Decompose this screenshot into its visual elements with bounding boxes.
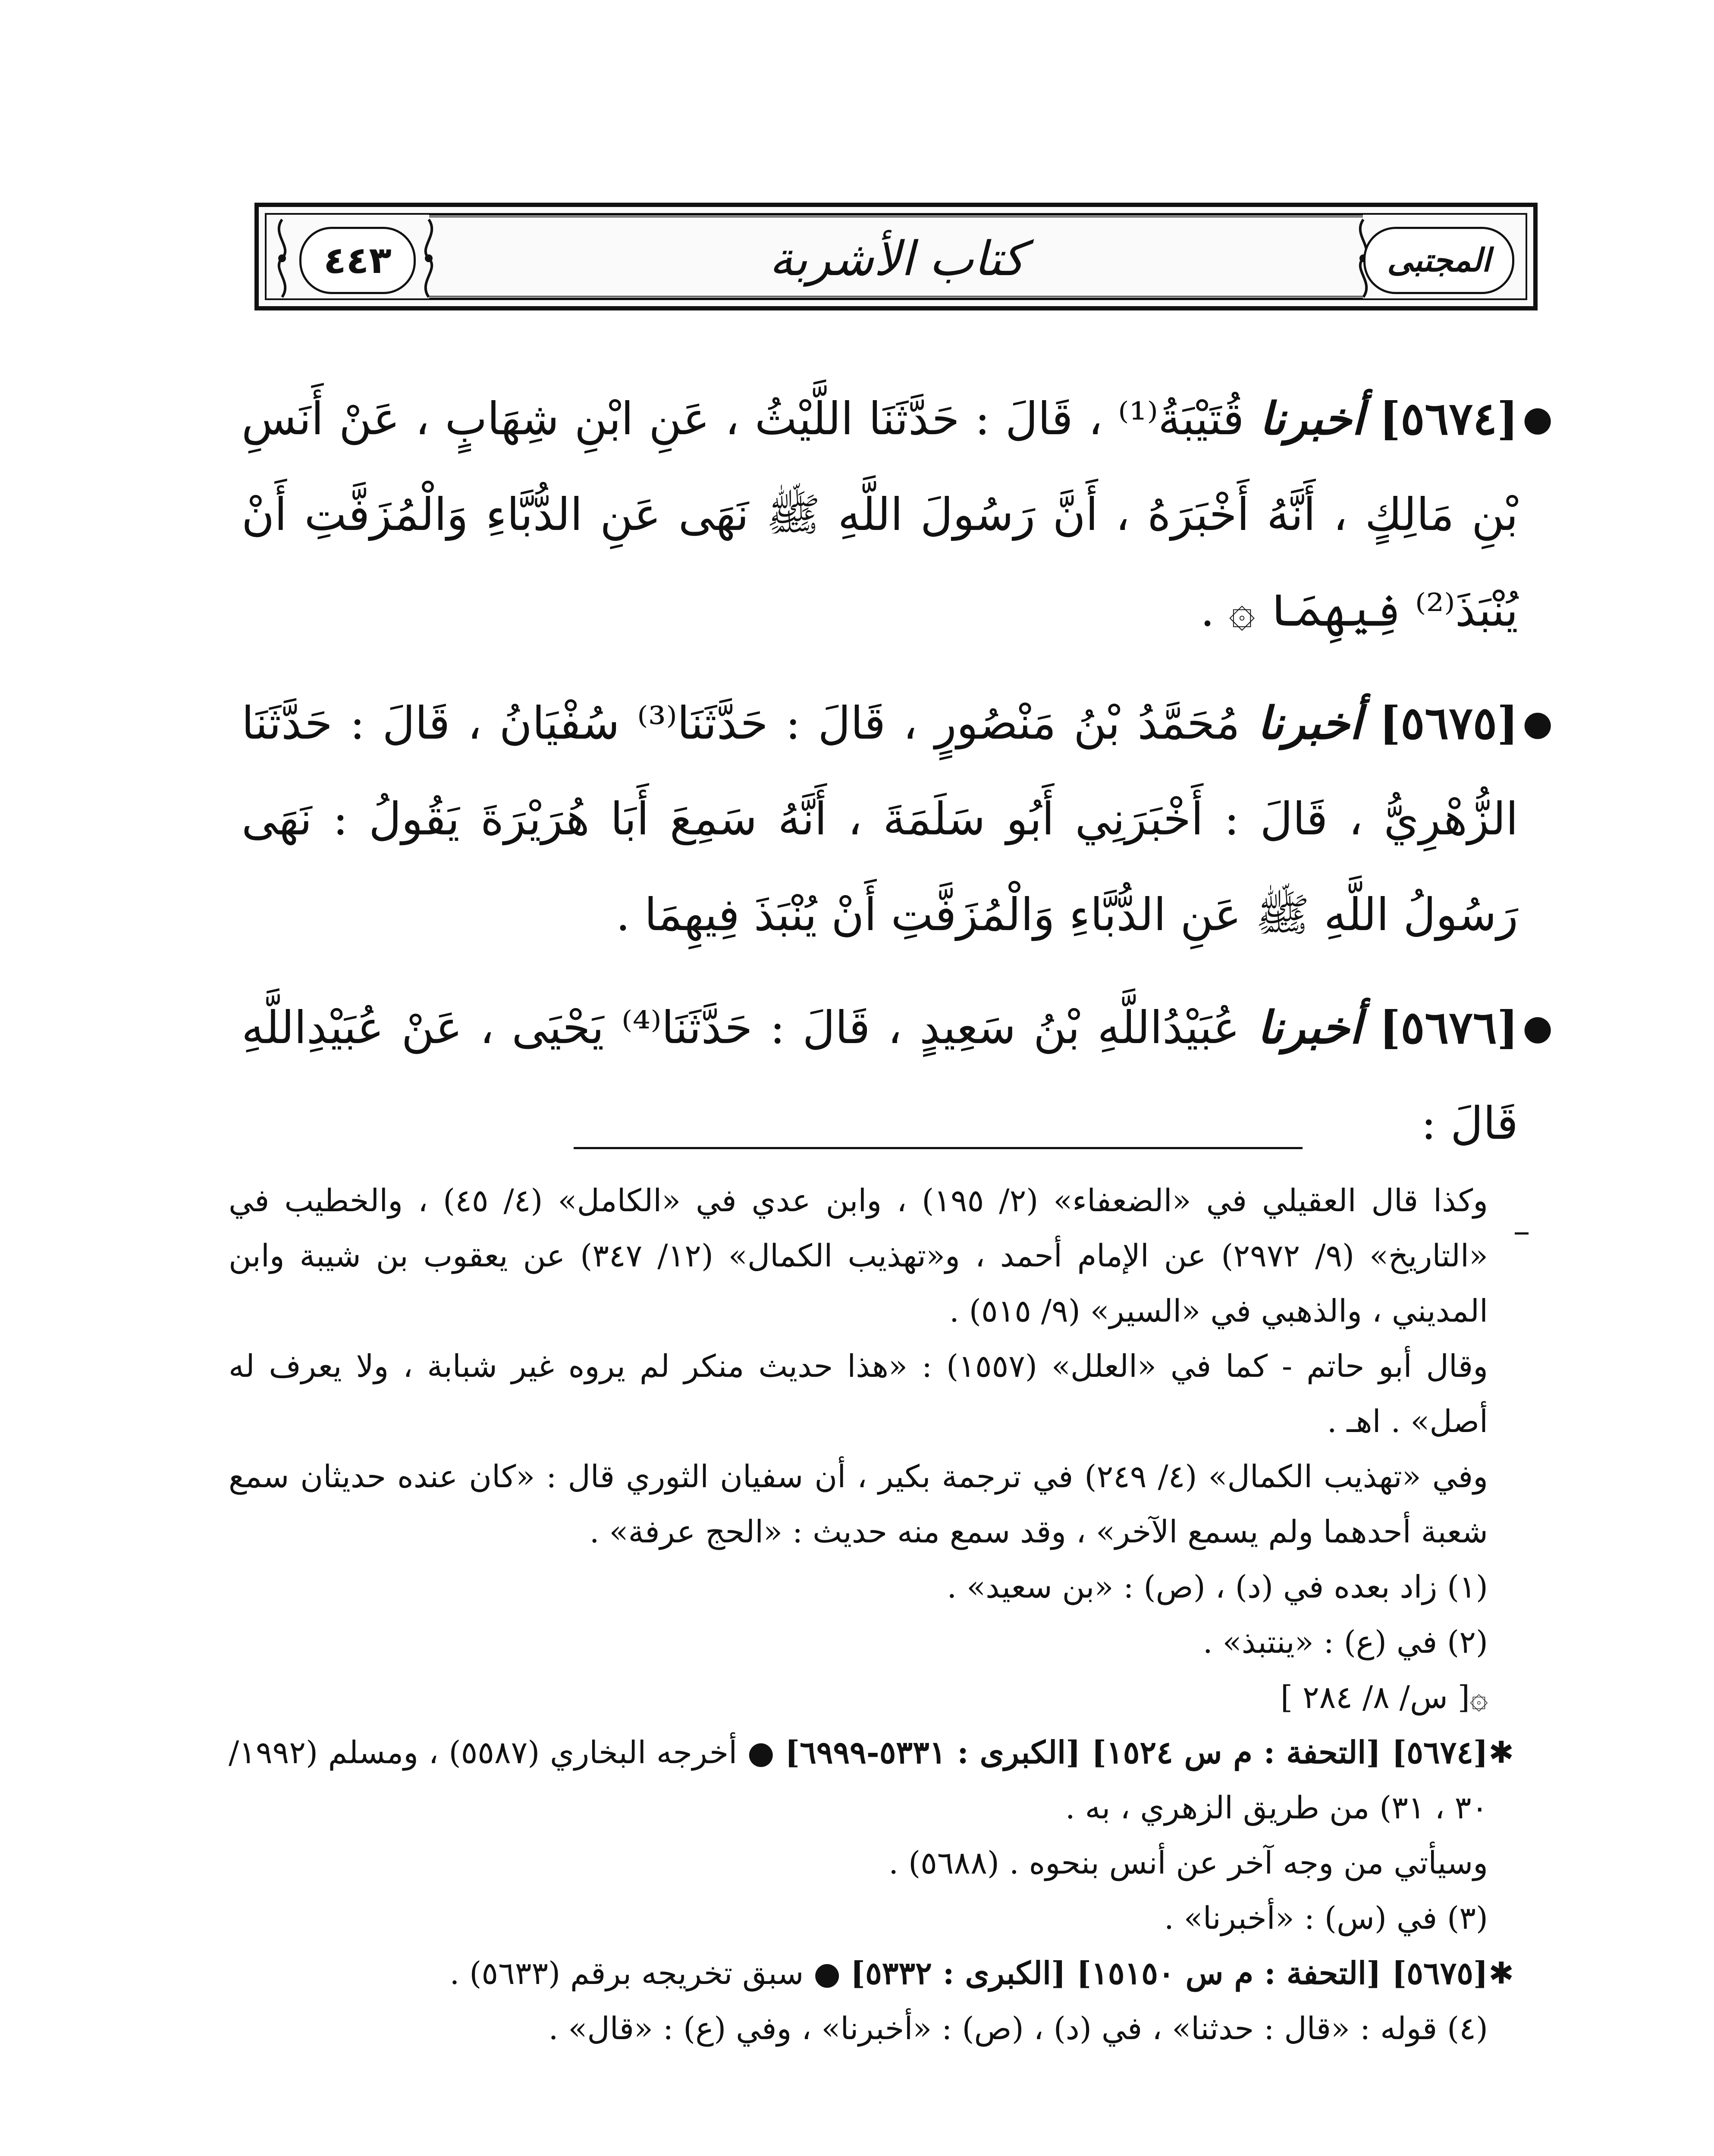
book-title-ornament [1350, 217, 1523, 299]
hadith-number: [٥٦٧٤] [1379, 392, 1519, 445]
bullet-icon: ● [1523, 1007, 1553, 1047]
footnote-4: (٤) قوله : «قال : حدثنا» ، في (د) ، (ص) : «أخبرنا» ، وفي (ع) : «قال» . [548, 2010, 1488, 2046]
bullet-icon: ● [1523, 398, 1553, 439]
akhbarana-label: أخبرنا [1257, 696, 1362, 749]
continuation-dash [1515, 1232, 1529, 1235]
hadith-text: قُتَيْبَةُ⁽¹⁾ ، قَالَ : حَدَّثَنَا اللَّيْثُ ، عَنِ ابْنِ شِهَابٍ ، عَنْ أَنَسِ بْنِ مَالِكٍ ، أَنَّهُ أَخْبَرَهُ ، أَنَّ رَسُولَ اللَّهِ ﷺ نَهَى عَنِ الدُّبَّاءِ وَالْمُزَفَّتِ أَنْ يُنْبَذَ⁽²⁾ فِيهِمَا ۞ . [242, 392, 1518, 636]
takhrij-codes: [٥٦٧٥] [التحفة : م س ١٥١٥٠] [الكبرى : ٥٣٣٢] [851, 1955, 1488, 1991]
hadith-5674 [242, 371, 1553, 658]
main-text [242, 371, 1553, 1188]
hadith-number: [٥٦٧٥] [1379, 696, 1519, 749]
hadith-number: [٥٦٧٦] [1379, 1001, 1518, 1054]
footnote-3: (٣) في (س) : «أخبرنا» . [1164, 1900, 1488, 1936]
asterisk-icon: ✱ [1488, 1955, 1514, 1991]
footnote-continued: وفي «تهذيب الكمال» (٤/ ٢٤٩) في ترجمة بكير ، أن سفيان الثوري قال : «كان عنده حديثان سمع شعبة أحدهما ولم يسمع الآخر» ، وقد سمع منه حديث : «الحج عرفة» . [229, 1458, 1488, 1550]
asterisk-icon: ✱ [1488, 1735, 1514, 1770]
page-marker: ۞[ س/ ٨/ ٢٨٤ ] [1280, 1679, 1488, 1715]
footnote-divider [574, 1147, 1303, 1149]
hadith-5675 [242, 675, 1553, 962]
hadith-text: عُبَيْدُاللَّهِ بْنُ سَعِيدٍ ، قَالَ : حَدَّثَنَا⁽⁴⁾ يَحْيَى ، عَنْ عُبَيْدِاللَّهِ قَالَ : [242, 1001, 1518, 1150]
takhrij-note: وسيأتي من وجه آخر عن أنس بنحوه . (٥٦٨٨) . [888, 1845, 1488, 1881]
hadith-text: مُحَمَّدُ بْنُ مَنْصُورٍ ، قَالَ : حَدَّثَنَا⁽³⁾ سُفْيَانُ ، قَالَ : حَدَّثَنَا الزُّهْرِيُّ ، قَالَ : أَخْبَرَنِي أَبُو سَلَمَةَ ، أَنَّهُ سَمِعَ أَبَا هُرَيْرَةَ يَقُولُ : نَهَى رَسُولُ اللَّهِ ﷺ عَنِ الدُّبَّاءِ وَالْمُزَفَّتِ أَنْ يُنْبَذَ فِيهِمَا . [242, 697, 1518, 941]
bullet-icon: ● [1523, 703, 1553, 743]
akhbarana-label: أخبرنا [1257, 1001, 1362, 1054]
footnote-continued: وكذا قال العقيلي في «الضعفاء» (٢/ ١٩٥) ، وابن عدي في «الكامل» (٤/ ٤٥) ، والخطيب في «التاريخ» (٩/ ٢٩٧٢) عن الإمام أحمد ، و«تهذيب الكمال» (١٢/ ٣٤٧) عن يعقوب بن شيبة وابن المديني ، والذهبي في «السير» (٩/ ٥١٥) . [229, 1182, 1488, 1329]
takhrij-text: ● أخرجه البخاري (٥٥٨٧) ، ومسلم (١٩٩٢/ ٣٠ ، ٣١) من طريق الزهري ، به . [229, 1734, 1488, 1826]
footnote-1: (١) زاد بعده في (د) ، (ص) : «بن سعيد» . [947, 1569, 1488, 1605]
takhrij-5675 [229, 1946, 1514, 2001]
book-title: المجتبى [1363, 227, 1514, 294]
scroll-ornament-icon [269, 217, 295, 299]
chapter-title: كتاب الأشربة [769, 231, 1025, 286]
footnote-2: (٢) في (ع) : «ينتبذ» . [1202, 1624, 1488, 1660]
hadith-5676 [242, 980, 1553, 1171]
scroll-ornament-icon [416, 217, 442, 299]
page-number-ornament [269, 217, 442, 299]
page-header [254, 203, 1538, 310]
takhrij-codes: [٥٦٧٤] [التحفة : م س ١٥٢٤] [الكبرى : ٥٣٣١-٦٩٩٩] [785, 1734, 1488, 1771]
page-number: ٤٤٣ [299, 227, 416, 294]
takhrij-text: ● سبق تخريجه برقم (٥٦٣٣) . [449, 1955, 841, 1991]
footnote-continued: وقال أبو حاتم - كما في «العلل» (١٥٥٧) : «هذا حديث منكر لم يروه غير شبابة ، ولا يعرف له أصل» . اهـ . [229, 1348, 1488, 1439]
footnotes [229, 1173, 1514, 2056]
takhrij-5674 [229, 1725, 1514, 1835]
akhbarana-label: أخبرنا [1259, 392, 1364, 445]
